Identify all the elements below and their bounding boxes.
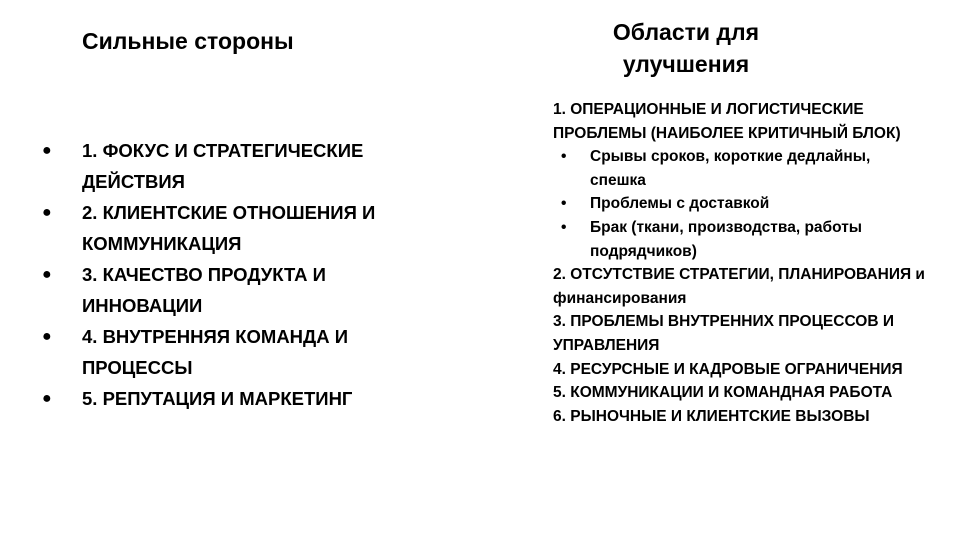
strength-item-text: 2. КЛИЕНТСКИЕ ОТНОШЕНИЯ И КОММУНИКАЦИЯ <box>82 202 376 254</box>
improvement-item: 5. КОММУНИКАЦИИ И КОМАНДНАЯ РАБОТА <box>553 384 893 402</box>
improvements-title-line-1: Области для <box>612 19 760 45</box>
strength-item <box>0 260 412 321</box>
strength-item-text: 1. ФОКУС И СТРАТЕГИЧЕСКИЕ ДЕЙСТВИЯ <box>82 140 364 192</box>
bullet-icon: ● <box>42 266 52 283</box>
bullet-icon: • <box>561 218 567 236</box>
strength-item <box>0 322 412 383</box>
improvements-title-line-2: улучшения <box>622 51 750 77</box>
bullet-icon: ● <box>42 204 52 221</box>
strength-item-text: 3. КАЧЕСТВО ПРОДУКТА И ИННОВАЦИИ <box>82 264 326 316</box>
improvement-subitem-text: Брак (ткани, производства, работы подрядчиков) <box>590 218 863 260</box>
improvement-subitem-text: Проблемы с доставкой <box>590 195 770 213</box>
improvement-sublist <box>553 145 933 263</box>
improvement-subitem <box>553 192 910 216</box>
improvement-item: 6. РЫНОЧНЫЕ И КЛИЕНТСКИЕ ВЫЗОВЫ <box>553 407 870 425</box>
improvement-item <box>553 98 933 263</box>
bullet-icon: ● <box>42 142 52 159</box>
strength-item-text: 4. ВНУТРЕННЯЯ КОМАНДА И ПРОЦЕССЫ <box>82 326 349 378</box>
improvement-subitem-text: Срывы сроков, короткие дедлайны, спешка <box>590 148 871 189</box>
improvement-item-text: 1. ОПЕРАЦИОННЫЕ И ЛОГИСТИЧЕСКИЕ ПРОБЛЕМЫ (НАИБОЛЕЕ КРИТИЧНЫЙ БЛОК) <box>553 101 901 142</box>
improvement-item: 3. ПРОБЛЕМЫ ВНУТРЕННИХ ПРОЦЕССОВ И УПРАВЛЕНИЯ <box>553 313 894 354</box>
bullet-icon: ● <box>42 328 52 345</box>
bullet-icon: ● <box>42 390 52 407</box>
improvement-subitem <box>553 145 910 192</box>
strength-item-text: 5. РЕПУТАЦИЯ И МАРКЕТИНГ <box>82 388 353 409</box>
bullet-icon: • <box>561 148 567 166</box>
strength-item <box>0 136 412 197</box>
improvement-item: 4. РЕСУРСНЫЕ И КАДРОВЫЕ ОГРАНИЧЕНИЯ <box>553 360 903 378</box>
strengths-list <box>0 136 412 416</box>
improvements-list <box>553 98 933 428</box>
strengths-title: Сильные стороны <box>82 28 294 54</box>
improvement-item: 2. ОТСУТСТВИЕ СТРАТЕГИИ, ПЛАНИРОВАНИЯ и финансирования <box>553 266 925 307</box>
bullet-icon: • <box>561 195 567 213</box>
strength-item <box>0 198 412 259</box>
improvement-subitem <box>553 216 910 263</box>
improvements-title <box>586 16 786 80</box>
strength-item <box>0 384 412 415</box>
